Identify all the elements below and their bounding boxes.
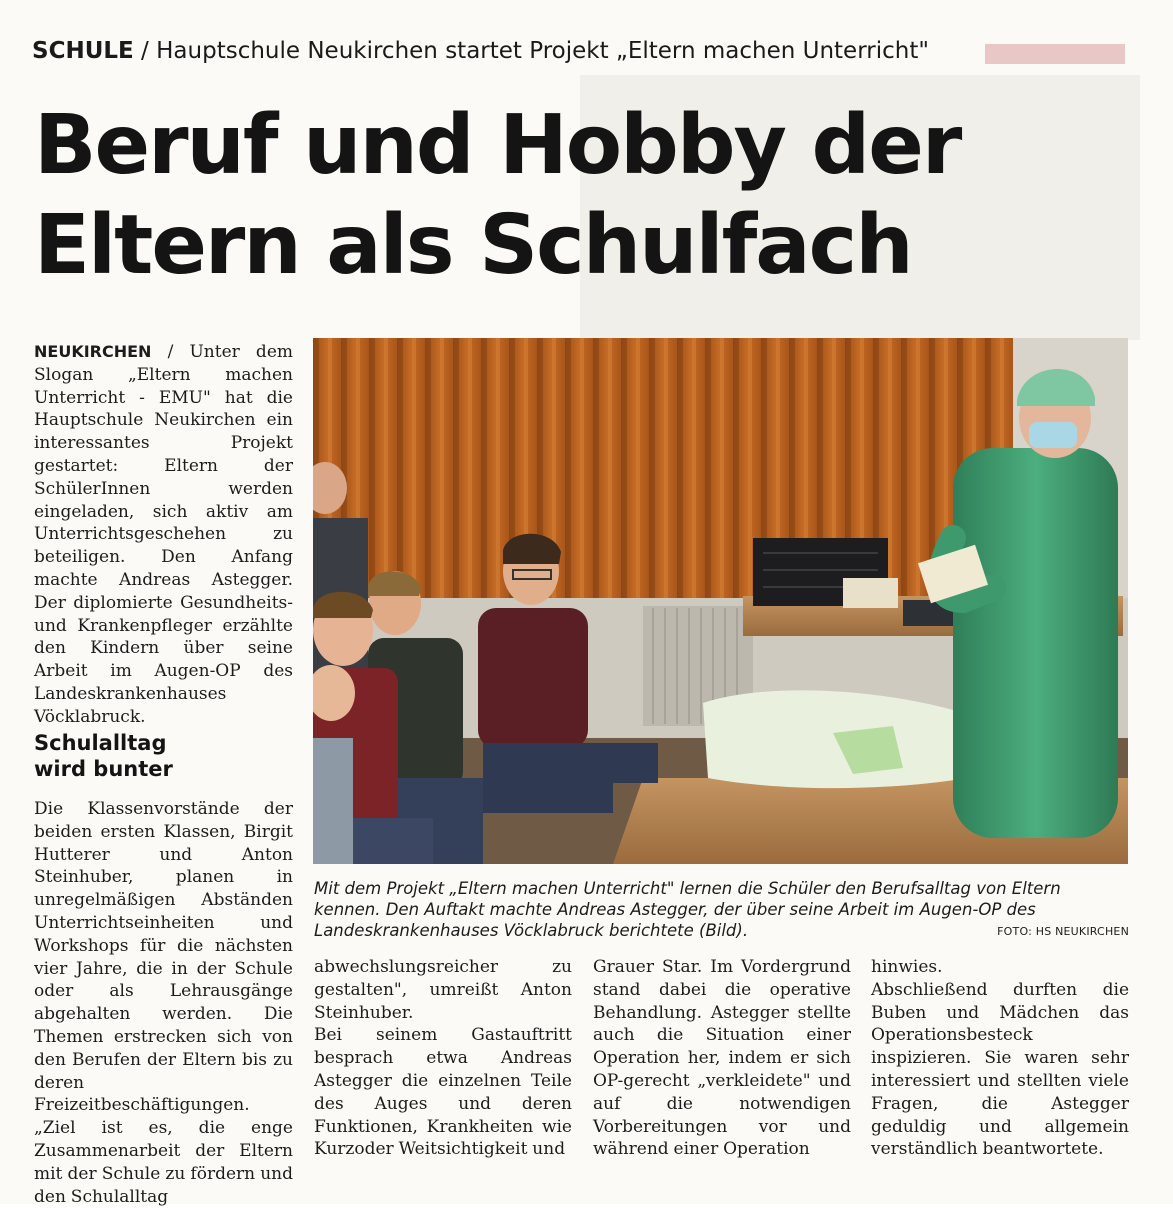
- kicker-color-bar: [985, 44, 1125, 64]
- article-photo: [313, 338, 1128, 864]
- kicker-line: [32, 38, 929, 64]
- body-column-4-para-2: Abschließend durften die Buben und Mädchen das Operationsbesteck inspizieren. Sie waren sehr interessiert und stellten viele Fragen, die Astegger geduldig und allgemein verständlich beantwortete.: [871, 979, 1129, 1160]
- dateline: NEUKIRCHEN: [34, 342, 152, 361]
- dateline-separator: /: [151, 342, 190, 362]
- drape-cloth: [703, 690, 968, 788]
- headline-line-2: Eltern als Schulfach: [34, 198, 912, 293]
- lead-paragraph: [34, 341, 293, 729]
- surgical-mask: [1029, 422, 1077, 448]
- kicker-separator: /: [133, 38, 157, 64]
- headline-line-1: Beruf und Hobby der: [34, 98, 961, 193]
- body-column-1: Die Klassenvorstände der beiden ersten Klassen, Birgit Hutterer und Anton Steinhuber, planen in unregelmäßigen Abständen Unterrichtseinheiten und Workshops für die nächsten vier Jahre, die in der Schule oder als Lehrausgänge abgehalten werden. Die Themen erstrecken sich von den Berufen der Eltern bis zu deren Freizeitbeschäftigungen. „Ziel ist es, die enge Zusammenarbeit der Eltern mit der Schule zu fördern und den Schulalltag: [34, 799, 293, 1207]
- body-column-2-para-1: abwechslungsreicher zu gestalten", umreißt Anton Steinhuber.: [314, 957, 572, 1023]
- classroom-photo-illustration: [313, 338, 1128, 864]
- kicker-text: Hauptschule Neukirchen startet Projekt „Eltern machen Unterricht": [156, 38, 929, 64]
- subheading-line-1: Schulalltag: [34, 731, 167, 755]
- body-column-2: [314, 956, 572, 1161]
- body-column-2-para-2: Bei seinem Gastauftritt besprach etwa Andreas Astegger die einzelnen Teile des Auges und deren Funktionen, Krankheiten wie Kurzoder Weitsichtigkeit und: [314, 1025, 572, 1160]
- subheading: [34, 730, 293, 782]
- photo-caption: Mit dem Projekt „Eltern machen Unterricht" lernen die Schüler den Berufsalltag von Eltern kennen. Den Auftakt machte Andreas Astegger, der über seine Arbeit im Augen-OP des Landeskrankenhauses Vöcklabruck berichtete (Bild).: [314, 879, 1061, 940]
- presenter-gown: [953, 448, 1118, 838]
- headline: [34, 96, 1134, 296]
- lead-text: Unter dem Slogan „Eltern machen Unterricht - EMU" hat die Hauptschule Neukirchen ein interessantes Projekt gestartet: Eltern der SchülerInnen werden eingeladen, sich aktiv am Unterrichtsgeschehen zu beteiligen. Den Anfang machte Andreas Astegger. Der diplomierte Gesundheits- und Krankenpfleger erzählte den Kindern über seine Arbeit im Augen-OP des Landeskrankenhauses Vöcklabruck.: [34, 342, 293, 727]
- photo-credit: FOTO: HS NEUKIRCHEN: [997, 925, 1129, 938]
- body-column-4-para-1: hinwies.: [871, 957, 943, 977]
- body-column-3: Grauer Star. Im Vordergrund stand dabei die operative Behandlung. Astegger stellte auch die Situation einer Operation her, indem er sich OP-gerecht „verkleidete" und auf die notwendigen Vorbereitungen vor und während einer Operation: [593, 957, 851, 1160]
- kicker-tag: SCHULE: [32, 38, 134, 64]
- subheading-line-2: wird bunter: [34, 757, 173, 781]
- body-column-4: [871, 956, 1129, 1161]
